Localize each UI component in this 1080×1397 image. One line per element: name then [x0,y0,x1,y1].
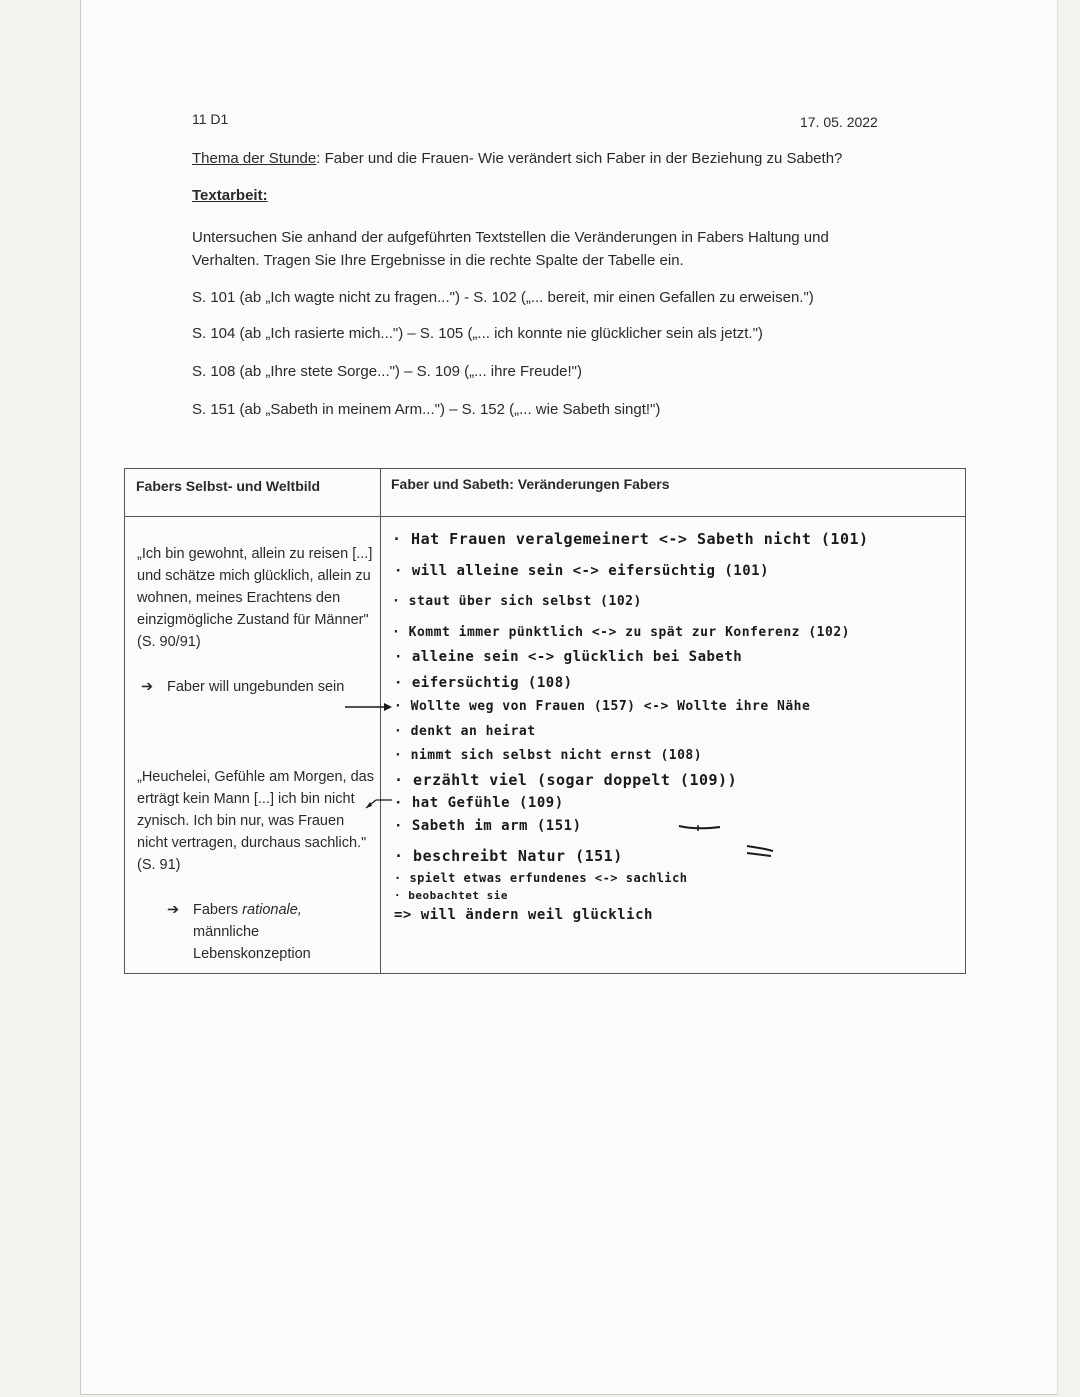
arrow-right-icon: ➔ [141,679,154,695]
note-line: · Sabeth im arm (151) [394,818,582,834]
topic-label: Thema der Stunde [192,150,317,167]
pen-stroke-mark [743,838,779,862]
conclusion-2: ➔ Fabers rationale, männliche Lebenskonzeption [193,899,363,965]
reference-1: S. 101 (ab „Ich wagte nicht zu fragen...") - S. 102 („... bereit, mir einen Gefallen zu erweisen.") [192,289,814,306]
connector-arrow-icon [362,786,402,816]
note-line: · hat Gefühle (109) [394,795,564,811]
left-content-cell [125,517,381,974]
quote-1: „Ich bin gewohnt, allein zu reisen [...] und schätze mich glücklich, allein zu wohnen, meines Erachtens den einzigmögliche Zustand für Männer" (S. 90/91) [137,546,373,650]
note-line: · Hat Frauen veralgemeinert <-> Sabeth nicht (101) [392,530,869,548]
right-header-cell [381,469,966,517]
note-line: · denkt an heirat [394,724,536,739]
pen-stroke-mark [676,818,726,838]
section-title: Textarbeit: [192,187,268,204]
left-column-header: Fabers Selbst- und Weltbild [136,478,321,494]
note-line: · alleine sein <-> glücklich bei Sabeth [394,649,743,665]
reference-2: S. 104 (ab „Ich rasierte mich...") – S. 105 („... ich konnte nie glücklicher sein als jetzt.") [192,325,763,342]
note-line: => will ändern weil glücklich [394,907,653,923]
note-line: · will alleine sein <-> eifersüchtig (101) [394,563,770,579]
note-line: · Wollte weg von Frauen (157) <-> Wollte ihre Nähe [394,699,811,714]
note-line: · nimmt sich selbst nicht ernst (108) [394,748,703,763]
lesson-topic [192,150,842,167]
reference-3: S. 108 (ab „Ihre stete Sorge...") – S. 109 („... ihre Freude!") [192,363,582,380]
class-label: 11 D1 [192,111,229,127]
right-content-cell [381,517,966,974]
note-line: · eifersüchtig (108) [394,675,573,691]
reference-4: S. 151 (ab „Sabeth in meinem Arm...") – S. 152 („... wie Sabeth singt!") [192,401,661,418]
note-line: · erzählt viel (sogar doppelt (109)) [394,771,738,789]
note-line: · beobachtet sie [394,889,508,902]
topic-text: : Faber und die Frauen- Wie verändert sich Faber in der Beziehung zu Sabeth? [316,150,843,167]
connector-arrow-icon [340,690,400,720]
note-line: · staut über sich selbst (102) [392,594,642,609]
note-line: · beschreibt Natur (151) [394,847,623,865]
quote-2: „Heuchelei, Gefühle am Morgen, das erträgt kein Mann [...] ich bin nicht zynisch. Ich bin nur, was Frauen nicht vertragen, durchaus sachlich." (S. 91) [137,769,374,873]
instructions: Untersuchen Sie anhand der aufgeführten Textstellen die Veränderungen in Fabers Haltung und Verhalten. Tragen Sie Ihre Ergebnisse in die rechte Spalte der Tabelle ein. [192,229,829,269]
left-header-cell [125,469,381,517]
date-label: 17. 05. 2022 [800,114,878,130]
right-column-header: Faber und Sabeth: Veränderungen Fabers [391,476,670,492]
note-line: · spielt etwas erfundenes <-> sachlich [394,871,688,885]
conclusion-1: ➔ Faber will ungebunden sein [167,676,367,698]
note-line: · Kommt immer pünktlich <-> zu spät zur Konferenz (102) [392,625,850,640]
arrow-right-icon: ➔ [167,902,180,918]
